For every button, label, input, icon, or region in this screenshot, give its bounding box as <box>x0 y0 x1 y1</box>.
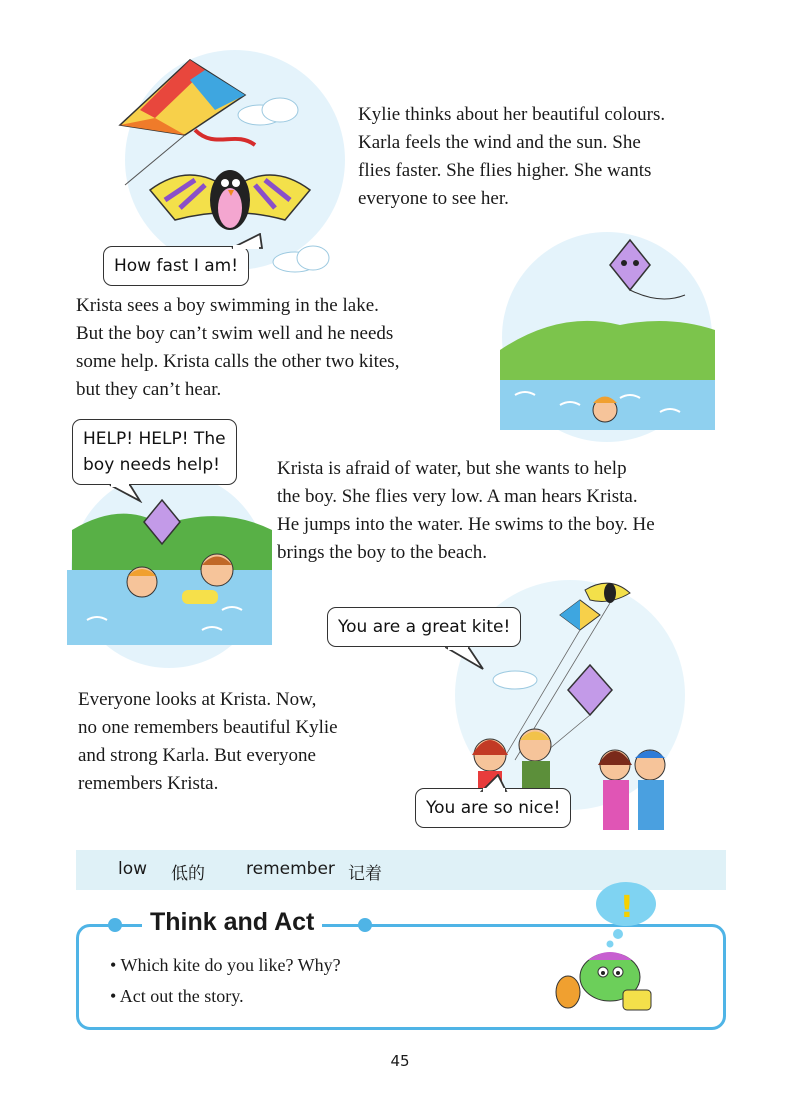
cloud-icon <box>493 671 537 689</box>
boy-cap <box>635 750 665 830</box>
krista-over-lake-illustration <box>500 230 715 445</box>
speech-bubble-fast <box>103 246 249 286</box>
svg-text:!: ! <box>620 890 634 925</box>
thought-cloud-icon <box>596 882 656 948</box>
vocab-meaning-remember: 记着 <box>348 864 382 884</box>
dinosaur-icon <box>556 952 651 1010</box>
bubble-tail <box>108 483 148 503</box>
man-swimmer <box>201 554 233 586</box>
title-dot-left <box>108 918 122 932</box>
dinosaur-mascot-illustration <box>548 872 678 1017</box>
paragraph-2: Krista sees a boy swimming in the lake. But the boy can’t swim well and he needs some help. Krista calls the other two kites, but they can’t hear. <box>76 295 400 400</box>
speech-bubble-help: HELP! HELP! The boy needs help! <box>72 419 237 485</box>
think-item-2: • Act out the story. <box>110 986 244 1006</box>
swimming-boy <box>593 397 617 423</box>
title-dot-right <box>358 918 372 932</box>
think-and-act-title: Think and Act <box>142 908 322 937</box>
bubble-text: How fast I am! <box>114 256 239 276</box>
vocab-word-low: low <box>118 859 148 879</box>
bubble-tail <box>230 233 270 249</box>
think-item-1: • Which kite do you like? Why? <box>110 955 341 975</box>
man-rescues-boy-illustration <box>62 470 277 670</box>
bubble-tail <box>445 647 495 671</box>
vocab-word-remember: remember <box>246 859 335 879</box>
speech-bubble-great: You are a great kite! <box>327 607 521 647</box>
paragraph-4: Everyone looks at Krista. Now, no one remembers beautiful Kylie and strong Karla. But everyone remembers Krista. <box>78 689 338 794</box>
girl-dark-hair <box>598 750 632 830</box>
bubble-tail <box>480 774 520 792</box>
paragraph-3: Krista is afraid of water, but she wants to help the boy. She flies very low. A man hears Krista. He jumps into the water. He swims to the boy. He brings the boy to the beach. <box>277 458 655 563</box>
page-number: 45 <box>390 1052 410 1070</box>
vocab-meaning-low: 低的 <box>171 864 205 884</box>
paragraph-1: Kylie thinks about her beautiful colours. Karla feels the wind and the sun. She flies faster. She flies higher. She wants everyone to see her. <box>358 104 666 209</box>
speech-bubble-nice: You are so nice! <box>415 788 571 828</box>
